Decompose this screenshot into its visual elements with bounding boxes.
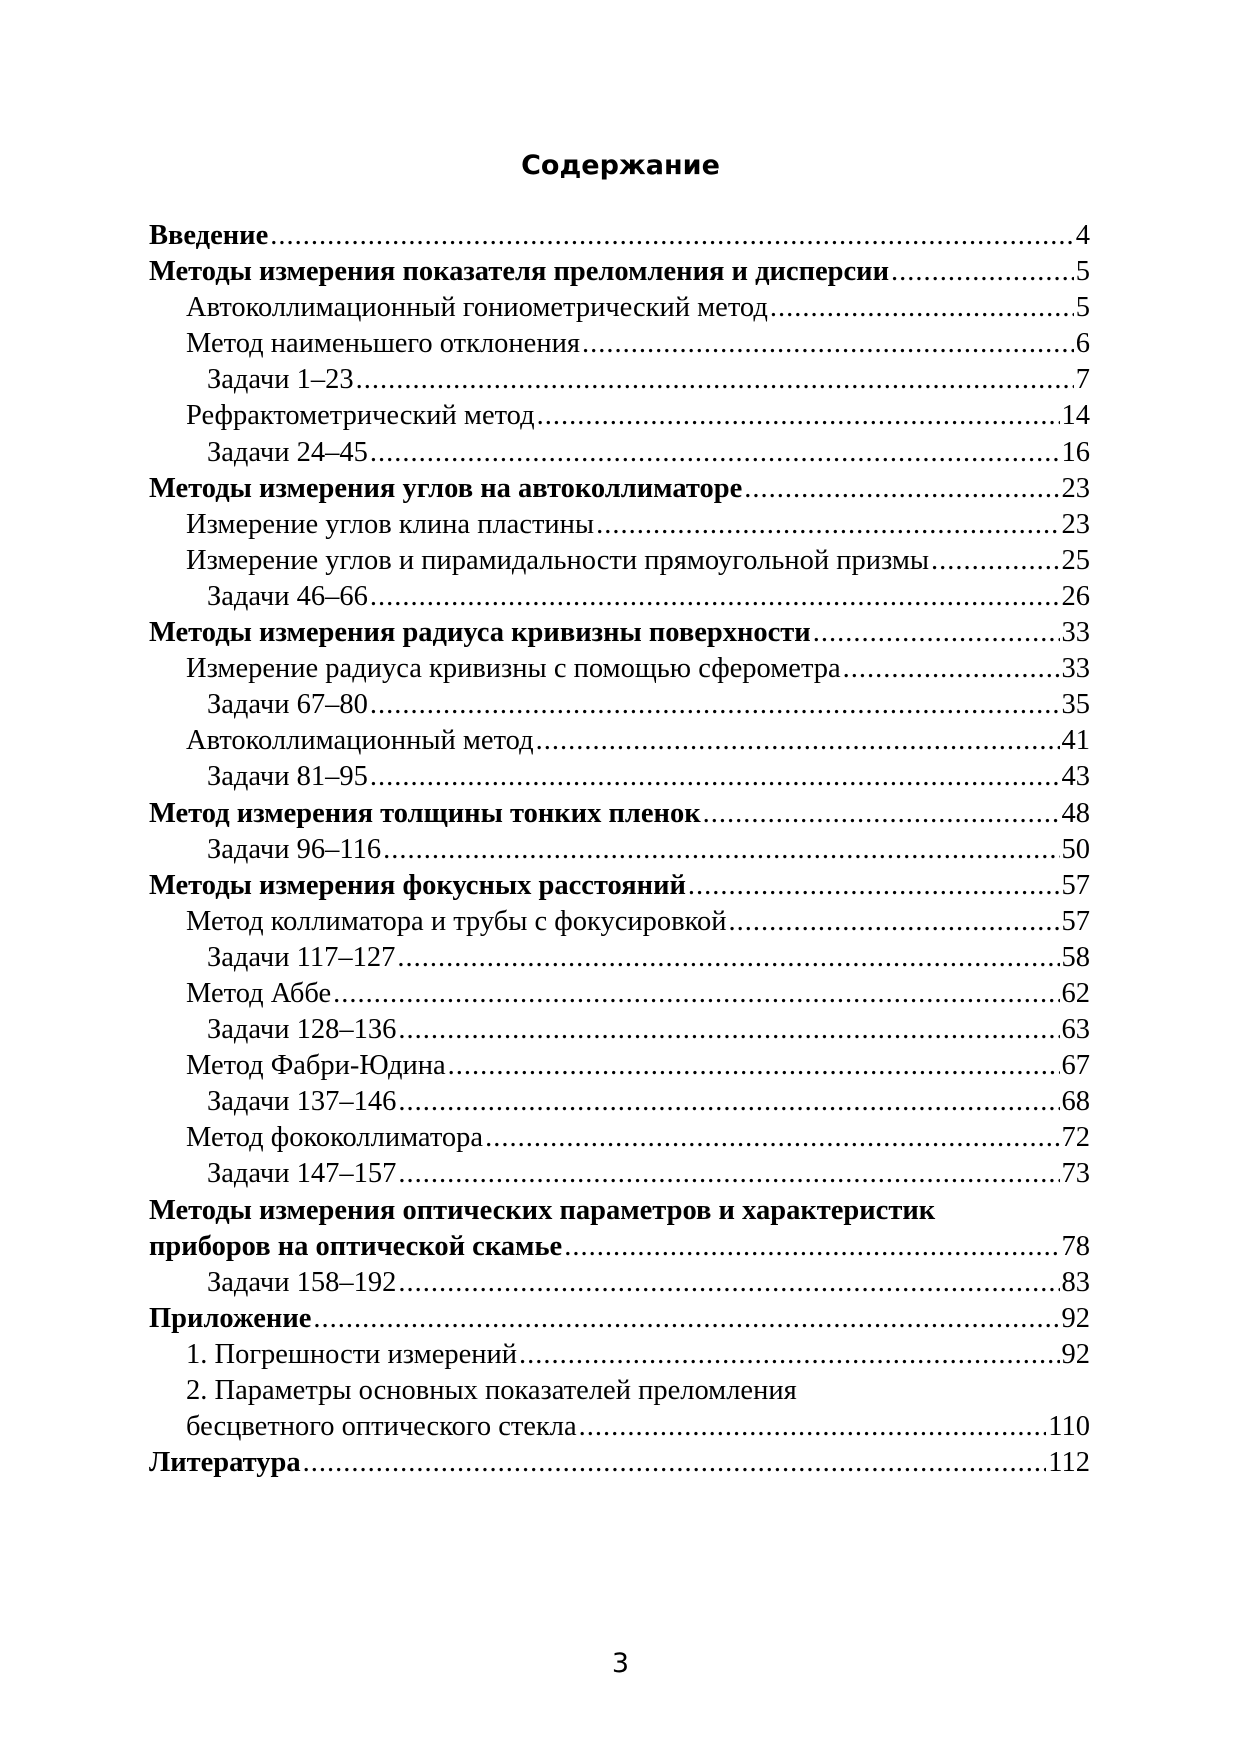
- toc-entry-text: Литература: [149, 1447, 301, 1479]
- toc-section-optical-bench-line1[interactable]: [149, 1193, 1090, 1229]
- toc-entry-text: Методы измерения оптических параметров и характеристик: [149, 1194, 936, 1226]
- toc-page-number: 43: [1061, 761, 1090, 793]
- leader-dots: [537, 398, 1060, 434]
- leader-dots: [564, 1229, 1059, 1265]
- toc-entry-introduction[interactable]: [149, 218, 1090, 254]
- leader-dots: [519, 1337, 1059, 1373]
- toc-subsection[interactable]: [149, 1120, 1090, 1156]
- toc-problems[interactable]: [149, 579, 1090, 615]
- toc-subsection-glass-line2[interactable]: [149, 1409, 1090, 1445]
- toc-page-number: 14: [1061, 400, 1090, 432]
- leader-dots: [333, 976, 1059, 1012]
- toc-section-literature[interactable]: [149, 1445, 1090, 1481]
- toc-section-thin-films[interactable]: [149, 796, 1090, 832]
- toc-page-number: 7: [1075, 364, 1090, 396]
- leader-dots: [270, 218, 1074, 254]
- leader-dots: [579, 1409, 1047, 1445]
- toc-entry-text: Метод измерения толщины тонких пленок: [149, 797, 701, 829]
- toc-page-number: 4: [1075, 220, 1090, 251]
- toc-page-number: 41: [1061, 725, 1090, 757]
- toc-entry-text: Метод фококоллиматора: [186, 1122, 484, 1154]
- toc-entry-text: Задачи 158–192: [207, 1266, 397, 1298]
- toc-subsection[interactable]: [149, 723, 1090, 759]
- leader-dots: [728, 904, 1059, 940]
- toc-page-number: 67: [1061, 1050, 1090, 1082]
- toc-page-number: 33: [1061, 653, 1090, 685]
- toc-page-number: 57: [1061, 905, 1090, 937]
- toc-entry-text: Измерение углов клина пластины: [186, 508, 595, 540]
- toc-page-number: 16: [1061, 436, 1090, 468]
- toc-page-number: 63: [1061, 1014, 1090, 1046]
- leader-dots: [813, 615, 1060, 651]
- leader-dots: [536, 723, 1060, 759]
- toc-problems[interactable]: [149, 940, 1090, 976]
- toc-entry-text: Задачи 128–136: [207, 1014, 397, 1046]
- leader-dots: [770, 290, 1074, 326]
- leader-dots: [356, 362, 1074, 398]
- toc-section-appendix[interactable]: [149, 1301, 1090, 1337]
- leader-dots: [398, 1084, 1059, 1120]
- toc-entry-text: приборов на оптической скамье: [149, 1230, 563, 1262]
- leader-dots: [370, 759, 1060, 795]
- toc-page-number: 62: [1061, 977, 1090, 1009]
- toc-entry-text: Задачи 147–157: [207, 1158, 397, 1190]
- toc-entry-text: Задачи 96–116: [207, 833, 382, 865]
- toc-entry-text: Метод наименьшего отклонения: [186, 328, 580, 360]
- toc-page-number: 110: [1048, 1411, 1090, 1443]
- toc-entry-text: 2. Параметры основных показателей преломления: [186, 1375, 797, 1406]
- toc-subsection[interactable]: [149, 290, 1090, 326]
- toc-subsection[interactable]: [149, 507, 1090, 543]
- toc-entry-text: Задачи 46–66: [207, 580, 368, 612]
- toc-subsection[interactable]: [149, 543, 1090, 579]
- leader-dots: [370, 435, 1060, 471]
- toc-entry-text: Методы измерения показателя преломления и дисперсии: [149, 256, 889, 288]
- leader-dots: [582, 326, 1074, 362]
- toc-entry-text: 1. Погрешности измерений: [186, 1338, 518, 1370]
- toc-section-focal-lengths[interactable]: [149, 868, 1090, 904]
- toc-problems[interactable]: [149, 1084, 1090, 1120]
- toc-page-number: 23: [1061, 508, 1090, 540]
- leader-dots: [931, 543, 1059, 579]
- toc-entry-text: Задачи 137–146: [207, 1086, 397, 1118]
- toc-page-number: 73: [1061, 1158, 1090, 1190]
- toc-entry-text: Задачи 81–95: [207, 761, 368, 793]
- toc-subsection[interactable]: [149, 904, 1090, 940]
- toc-page-number: 33: [1061, 617, 1090, 649]
- toc-entry-text: Задачи 67–80: [207, 689, 368, 721]
- leader-dots: [383, 832, 1059, 868]
- leader-dots: [398, 1265, 1059, 1301]
- toc-page-number: 26: [1061, 580, 1090, 612]
- toc-entry-text: Введение: [149, 220, 269, 251]
- toc-page-number: 57: [1061, 869, 1090, 901]
- toc-problems[interactable]: [149, 1156, 1090, 1192]
- toc-page-number: 25: [1061, 544, 1090, 576]
- toc-page-number: 78: [1061, 1230, 1090, 1262]
- leader-dots: [891, 254, 1074, 290]
- leader-dots: [448, 1048, 1060, 1084]
- toc-entry-text: Метод Фабри-Юдина: [186, 1050, 446, 1082]
- toc-subsection[interactable]: [149, 1048, 1090, 1084]
- leader-dots: [596, 507, 1059, 543]
- toc-entry-text: Измерение радиуса кривизны с помощью сферометра: [186, 653, 841, 685]
- toc-page-number: 48: [1061, 797, 1090, 829]
- toc-page-number: 50: [1061, 833, 1090, 865]
- toc-problems[interactable]: [149, 362, 1090, 398]
- leader-dots: [313, 1301, 1059, 1337]
- toc-page-number: 5: [1075, 292, 1090, 324]
- toc-section-refraction-dispersion[interactable]: [149, 254, 1090, 290]
- toc-page-number: 92: [1061, 1338, 1090, 1370]
- toc-page-number: 23: [1061, 472, 1090, 504]
- toc-entry-text: Метод коллиматора и трубы с фокусировкой: [186, 905, 727, 937]
- toc-subsection[interactable]: [149, 398, 1090, 434]
- leader-dots: [370, 687, 1060, 723]
- toc-page-number: 35: [1061, 689, 1090, 721]
- toc-problems[interactable]: [149, 435, 1090, 471]
- leader-dots: [398, 1156, 1059, 1192]
- toc-entry-text: Рефрактометрический метод: [186, 400, 535, 432]
- toc-problems[interactable]: [149, 687, 1090, 723]
- toc-entry-text: Задачи 24–45: [207, 436, 368, 468]
- toc-entry-text: Измерение углов и пирамидальности прямоугольной призмы: [186, 544, 930, 576]
- toc-problems[interactable]: [149, 1265, 1090, 1301]
- leader-dots: [397, 940, 1059, 976]
- toc-page-number: 72: [1061, 1122, 1090, 1154]
- page-number: 3: [611, 1648, 630, 1679]
- toc-page-number: 83: [1061, 1266, 1090, 1298]
- toc-problems[interactable]: [149, 1012, 1090, 1048]
- toc-entry-text: Задачи 1–23: [207, 364, 354, 396]
- toc-entry-text: Метод Аббе: [186, 977, 332, 1009]
- leader-dots: [843, 651, 1060, 687]
- leader-dots: [688, 868, 1060, 904]
- toc-subsection[interactable]: [149, 651, 1090, 687]
- toc-section-autocollimator-angles[interactable]: [149, 471, 1090, 507]
- toc-page-number: 68: [1061, 1086, 1090, 1118]
- toc-entry-text: Автоколлимационный гониометрический метод: [186, 292, 768, 324]
- toc-entry-text: Приложение: [149, 1302, 312, 1334]
- toc-entry-text: Автоколлимационный метод: [186, 725, 534, 757]
- toc-problems[interactable]: [149, 759, 1090, 795]
- toc-subsection[interactable]: [149, 1337, 1090, 1373]
- toc-page-number: 6: [1075, 328, 1090, 360]
- leader-dots: [370, 579, 1060, 615]
- table-of-contents: [149, 218, 1090, 1481]
- toc-subsection[interactable]: [149, 976, 1090, 1012]
- toc-page-number: 58: [1061, 941, 1090, 973]
- leader-dots: [398, 1012, 1059, 1048]
- toc-entry-text: Методы измерения радиуса кривизны поверхности: [149, 617, 811, 649]
- leader-dots: [703, 796, 1060, 832]
- page-title: Содержание: [521, 150, 720, 181]
- leader-dots: [303, 1445, 1047, 1481]
- toc-entry-text: Методы измерения фокусных расстояний: [149, 869, 686, 901]
- toc-subsection[interactable]: [149, 326, 1090, 362]
- toc-entry-text: Задачи 117–127: [207, 941, 396, 973]
- toc-problems[interactable]: [149, 832, 1090, 868]
- toc-entry-text: Методы измерения углов на автоколлиматоре: [149, 472, 743, 504]
- toc-section-curvature-radius[interactable]: [149, 615, 1090, 651]
- toc-page-number: 5: [1075, 256, 1090, 288]
- leader-dots: [744, 471, 1059, 507]
- toc-page-number: 112: [1048, 1447, 1090, 1479]
- toc-section-optical-bench-line2[interactable]: [149, 1229, 1090, 1265]
- leader-dots: [485, 1120, 1059, 1156]
- toc-entry-text: бесцветного оптического стекла: [186, 1411, 577, 1443]
- toc-page-number: 92: [1061, 1302, 1090, 1334]
- toc-subsection-glass-line1[interactable]: [149, 1373, 1090, 1409]
